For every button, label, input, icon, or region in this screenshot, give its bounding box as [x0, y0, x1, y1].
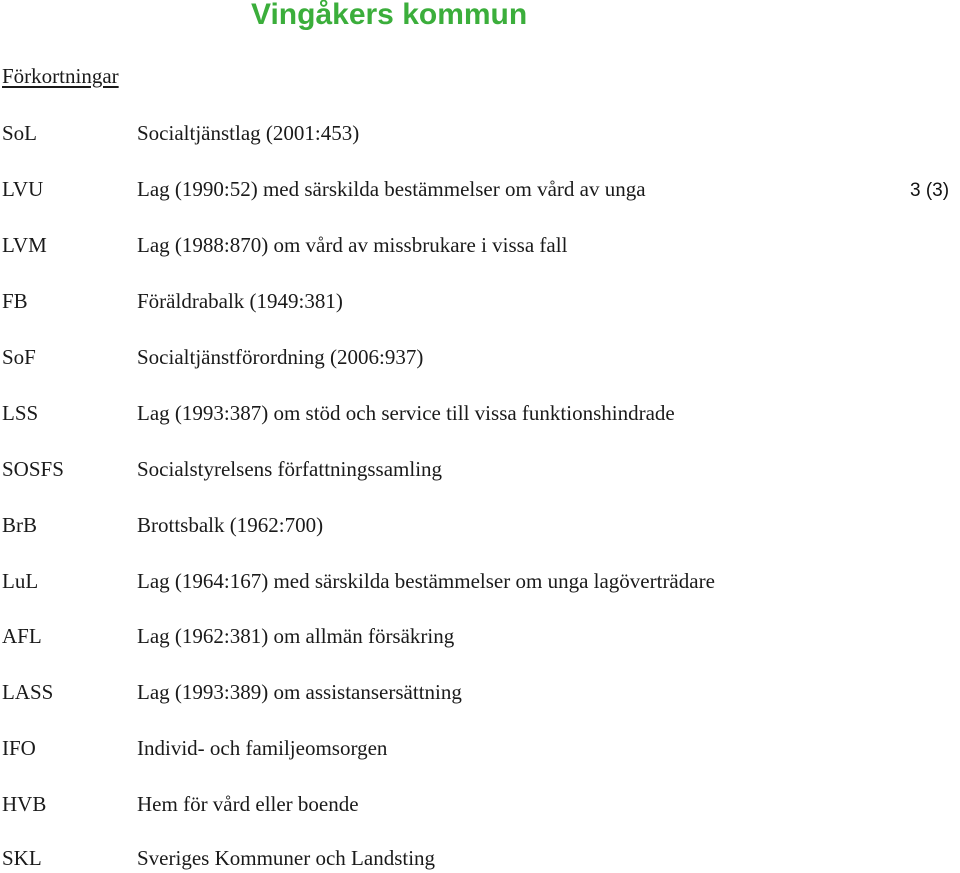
abbreviation-row: [0, 398, 960, 428]
abbreviation-code: LASS: [2, 680, 54, 704]
page-number: 3 (3): [910, 180, 950, 201]
abbreviation-row: [0, 843, 960, 873]
abbreviation-row: [0, 230, 960, 260]
abbreviation-code: FB: [2, 289, 28, 313]
abbreviation-description: Lag (1990:52) med särskilda bestämmelser om vård av unga: [137, 177, 646, 201]
abbreviation-description: Lag (1993:389) om assistansersättning: [137, 680, 462, 704]
abbreviation-code: LVM: [2, 233, 47, 257]
abbreviation-description: Lag (1988:870) om vård av missbrukare i vissa fall: [137, 233, 568, 257]
abbreviation-row: [0, 454, 960, 484]
abbreviation-description: Hem för vård eller boende: [137, 792, 359, 816]
abbreviation-row: [0, 174, 960, 204]
abbreviation-description: Socialtjänstlag (2001:453): [137, 121, 360, 145]
abbreviation-code: SoL: [2, 121, 38, 145]
abbreviation-code: AFL: [2, 624, 42, 648]
abbreviation-description: Socialstyrelsens författningssamling: [137, 457, 443, 481]
abbreviation-description: Socialtjänstförordning (2006:937): [137, 345, 424, 369]
abbreviation-code: SKL: [2, 846, 42, 870]
abbreviation-description: Föräldrabalk (1949:381): [137, 289, 343, 313]
abbreviation-row: [0, 510, 960, 540]
abbreviation-description: Sveriges Kommuner och Landsting: [137, 846, 436, 870]
abbreviation-description: Lag (1993:387) om stöd och service till vissa funktionshindrade: [137, 401, 675, 425]
abbreviation-row: [0, 789, 960, 819]
abbreviation-code: IFO: [2, 736, 36, 760]
abbreviation-code: BrB: [2, 513, 38, 537]
abbreviation-row: [0, 342, 960, 372]
abbreviation-code: HVB: [2, 792, 47, 816]
abbreviation-code: LVU: [2, 177, 44, 201]
abbreviations-heading: Förkortningar: [2, 64, 119, 88]
abbreviation-description: Lag (1962:381) om allmän försäkring: [137, 624, 455, 648]
abbreviation-row: [0, 733, 960, 763]
abbreviation-description: Individ- och familjeomsorgen: [137, 736, 388, 760]
abbreviation-row: [0, 286, 960, 316]
abbreviation-row: [0, 118, 960, 148]
abbreviation-description: Lag (1964:167) med särskilda bestämmelser om unga lagöverträdare: [137, 569, 715, 593]
abbreviation-code: SoF: [2, 345, 36, 369]
abbreviation-code: LuL: [2, 569, 39, 593]
abbreviation-code: LSS: [2, 401, 39, 425]
abbreviation-row: [0, 677, 960, 707]
abbreviation-row: [0, 566, 960, 596]
abbreviation-description: Brottsbalk (1962:700): [137, 513, 324, 537]
abbreviation-code: SOSFS: [2, 457, 64, 481]
municipality-title: Vingåkers kommun: [251, 0, 528, 31]
abbreviation-row: [0, 621, 960, 651]
